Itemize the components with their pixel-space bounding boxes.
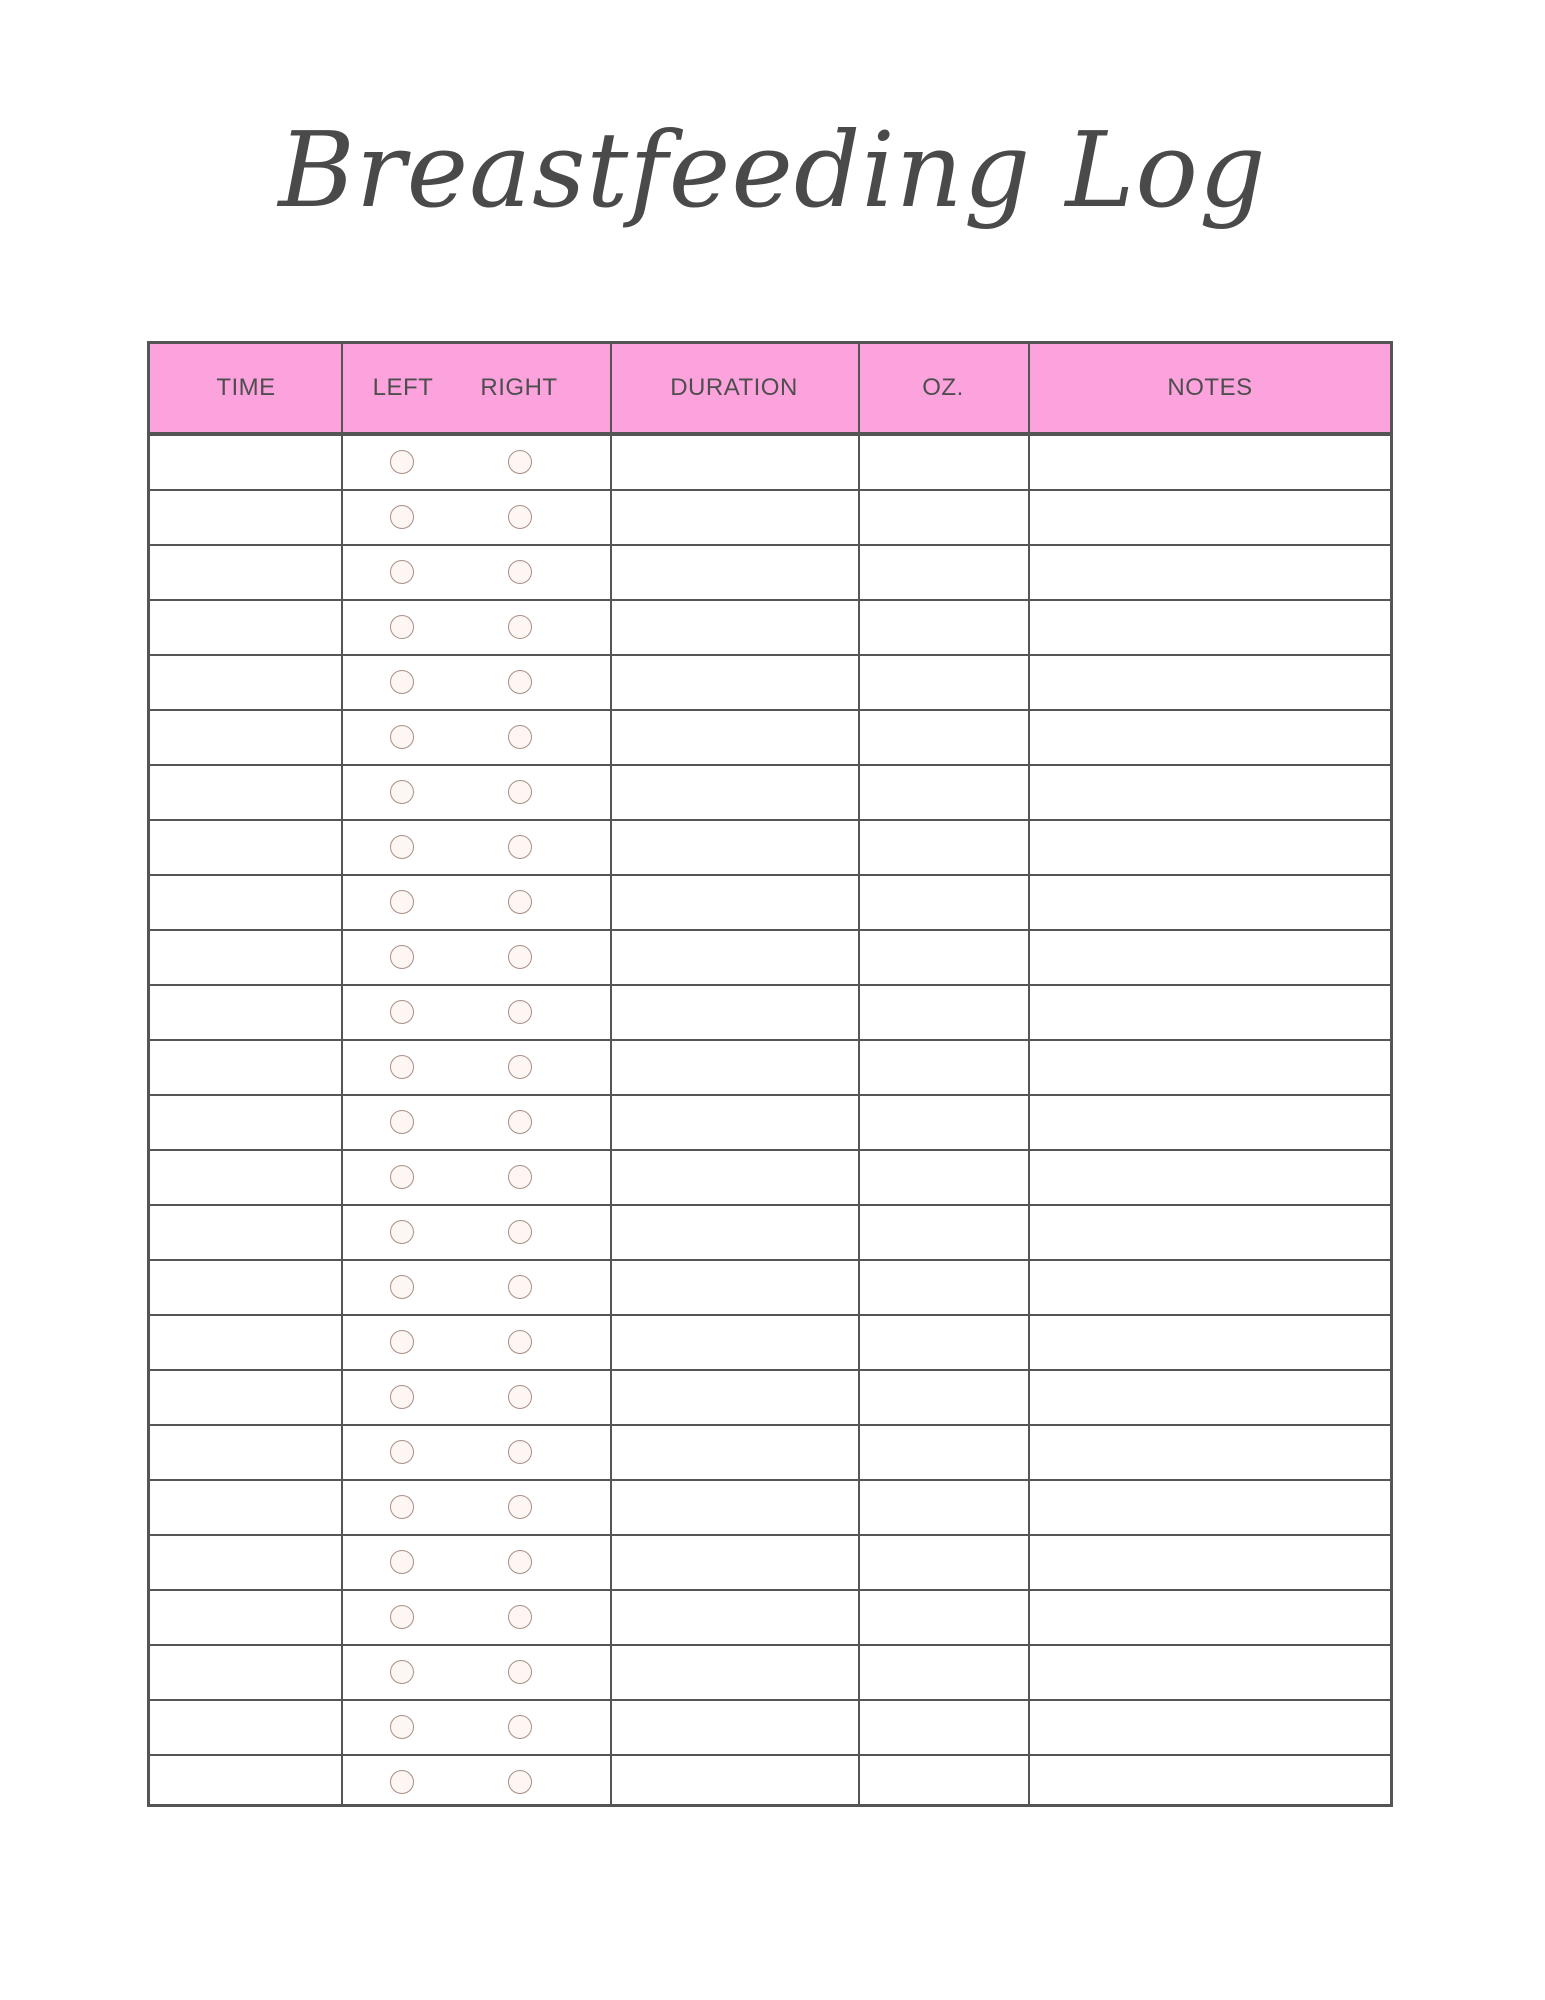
table-row — [150, 656, 1390, 711]
table-header — [150, 344, 1390, 436]
header-time: TIME — [216, 374, 276, 401]
notes-cell[interactable] — [1030, 1371, 1390, 1424]
notes-cell[interactable] — [1030, 931, 1390, 984]
table-row — [150, 1756, 1390, 1811]
notes-cell[interactable] — [1030, 766, 1390, 819]
time-cell[interactable] — [150, 601, 341, 654]
notes-cell[interactable] — [1030, 491, 1390, 544]
oz-cell[interactable] — [860, 876, 1028, 929]
time-cell[interactable] — [150, 1151, 341, 1204]
right-side-radio[interactable] — [508, 1385, 532, 1409]
right-side-radio[interactable] — [508, 1220, 532, 1244]
header-oz: OZ. — [922, 374, 964, 401]
right-side-radio[interactable] — [508, 1110, 532, 1134]
left-side-radio[interactable] — [390, 1715, 414, 1739]
table-row — [150, 546, 1390, 601]
table-row — [150, 821, 1390, 876]
table-row — [150, 1481, 1390, 1536]
notes-cell[interactable] — [1030, 1481, 1390, 1534]
time-cell[interactable] — [150, 1536, 341, 1589]
table-row — [150, 1316, 1390, 1371]
notes-cell[interactable] — [1030, 1151, 1390, 1204]
notes-cell[interactable] — [1030, 601, 1390, 654]
notes-cell[interactable] — [1030, 1756, 1390, 1809]
left-side-radio[interactable] — [390, 450, 414, 474]
duration-cell[interactable] — [612, 436, 858, 489]
notes-cell[interactable] — [1030, 821, 1390, 874]
duration-cell[interactable] — [612, 1151, 858, 1204]
left-side-radio[interactable] — [390, 615, 414, 639]
table-row — [150, 1371, 1390, 1426]
notes-cell[interactable] — [1030, 711, 1390, 764]
oz-cell[interactable] — [860, 1646, 1028, 1699]
header-duration: DURATION — [670, 374, 798, 401]
time-cell[interactable] — [150, 491, 341, 544]
time-cell[interactable] — [150, 876, 341, 929]
notes-cell[interactable] — [1030, 1041, 1390, 1094]
left-side-radio[interactable] — [390, 1385, 414, 1409]
table-row — [150, 766, 1390, 821]
time-cell[interactable] — [150, 656, 341, 709]
oz-cell[interactable] — [860, 1316, 1028, 1369]
left-side-radio[interactable] — [390, 780, 414, 804]
page-title: Breastfeeding Log — [278, 109, 1267, 231]
time-cell[interactable] — [150, 931, 341, 984]
time-cell[interactable] — [150, 1426, 341, 1479]
left-side-radio[interactable] — [390, 1330, 414, 1354]
notes-cell[interactable] — [1030, 876, 1390, 929]
oz-cell[interactable] — [860, 1536, 1028, 1589]
left-side-radio[interactable] — [390, 1000, 414, 1024]
table-row — [150, 1041, 1390, 1096]
right-side-radio[interactable] — [508, 1055, 532, 1079]
table-row — [150, 986, 1390, 1041]
right-side-radio[interactable] — [508, 450, 532, 474]
oz-cell[interactable] — [860, 1371, 1028, 1424]
oz-cell[interactable] — [860, 656, 1028, 709]
notes-cell[interactable] — [1030, 1701, 1390, 1754]
oz-cell[interactable] — [860, 1041, 1028, 1094]
right-side-radio[interactable] — [508, 945, 532, 969]
right-side-radio[interactable] — [508, 725, 532, 749]
right-side-radio[interactable] — [508, 1550, 532, 1574]
oz-cell[interactable] — [860, 821, 1028, 874]
duration-cell[interactable] — [612, 1041, 858, 1094]
duration-cell[interactable] — [612, 931, 858, 984]
time-cell[interactable] — [150, 1096, 341, 1149]
duration-cell[interactable] — [612, 1206, 858, 1259]
duration-cell[interactable] — [612, 1096, 858, 1149]
right-side-radio[interactable] — [508, 1770, 532, 1794]
left-side-radio[interactable] — [390, 1220, 414, 1244]
duration-cell[interactable] — [612, 711, 858, 764]
oz-cell[interactable] — [860, 491, 1028, 544]
duration-cell[interactable] — [612, 821, 858, 874]
time-cell[interactable] — [150, 766, 341, 819]
duration-cell[interactable] — [612, 766, 858, 819]
oz-cell[interactable] — [860, 601, 1028, 654]
duration-cell[interactable] — [612, 491, 858, 544]
time-cell[interactable] — [150, 436, 341, 489]
left-side-radio[interactable] — [390, 1275, 414, 1299]
right-side-radio[interactable] — [508, 560, 532, 584]
left-side-radio[interactable] — [390, 1660, 414, 1684]
right-side-radio[interactable] — [508, 670, 532, 694]
notes-cell[interactable] — [1030, 986, 1390, 1039]
notes-cell[interactable] — [1030, 1536, 1390, 1589]
left-side-radio[interactable] — [390, 670, 414, 694]
right-side-radio[interactable] — [508, 1715, 532, 1739]
oz-cell[interactable] — [860, 436, 1028, 489]
right-side-radio[interactable] — [508, 615, 532, 639]
right-side-radio[interactable] — [508, 835, 532, 859]
duration-cell[interactable] — [612, 1756, 858, 1809]
duration-cell[interactable] — [612, 1316, 858, 1369]
notes-cell[interactable] — [1030, 1206, 1390, 1259]
oz-cell[interactable] — [860, 986, 1028, 1039]
oz-cell[interactable] — [860, 931, 1028, 984]
right-side-radio[interactable] — [508, 505, 532, 529]
oz-cell[interactable] — [860, 766, 1028, 819]
time-cell[interactable] — [150, 1481, 341, 1534]
left-side-radio[interactable] — [390, 560, 414, 584]
table-row — [150, 1646, 1390, 1701]
left-side-radio[interactable] — [390, 1495, 414, 1519]
header-notes: NOTES — [1167, 374, 1253, 401]
duration-cell[interactable] — [612, 1371, 858, 1424]
table-row — [150, 711, 1390, 766]
notes-cell[interactable] — [1030, 546, 1390, 599]
time-cell[interactable] — [150, 1646, 341, 1699]
oz-cell[interactable] — [860, 1096, 1028, 1149]
duration-cell[interactable] — [612, 546, 858, 599]
time-cell[interactable] — [150, 546, 341, 599]
left-side-radio[interactable] — [390, 835, 414, 859]
left-side-radio[interactable] — [390, 890, 414, 914]
right-side-radio[interactable] — [508, 1440, 532, 1464]
time-cell[interactable] — [150, 1206, 341, 1259]
left-side-radio[interactable] — [390, 1550, 414, 1574]
right-side-radio[interactable] — [508, 780, 532, 804]
table-row — [150, 436, 1390, 491]
left-side-radio[interactable] — [390, 1055, 414, 1079]
feeding-log-table — [147, 341, 1393, 1807]
table-row — [150, 931, 1390, 986]
right-side-radio[interactable] — [508, 1275, 532, 1299]
time-cell[interactable] — [150, 711, 341, 764]
right-side-radio[interactable] — [508, 1660, 532, 1684]
duration-cell[interactable] — [612, 1261, 858, 1314]
right-side-radio[interactable] — [508, 1000, 532, 1024]
duration-cell[interactable] — [612, 601, 858, 654]
table-row — [150, 1096, 1390, 1151]
time-cell[interactable] — [150, 1591, 341, 1644]
left-side-radio[interactable] — [390, 1770, 414, 1794]
duration-cell[interactable] — [612, 1481, 858, 1534]
oz-cell[interactable] — [860, 1591, 1028, 1644]
oz-cell[interactable] — [860, 711, 1028, 764]
header-right: RIGHT — [480, 374, 558, 401]
duration-cell[interactable] — [612, 656, 858, 709]
oz-cell[interactable] — [860, 1701, 1028, 1754]
table-row — [150, 1701, 1390, 1756]
oz-cell[interactable] — [860, 1261, 1028, 1314]
right-side-radio[interactable] — [508, 1605, 532, 1629]
left-side-radio[interactable] — [390, 725, 414, 749]
table-row — [150, 491, 1390, 546]
duration-cell[interactable] — [612, 1536, 858, 1589]
notes-cell[interactable] — [1030, 1096, 1390, 1149]
notes-cell[interactable] — [1030, 1426, 1390, 1479]
left-side-radio[interactable] — [390, 1165, 414, 1189]
oz-cell[interactable] — [860, 1756, 1028, 1809]
table-row — [150, 1151, 1390, 1206]
left-side-radio[interactable] — [390, 505, 414, 529]
table-row — [150, 1426, 1390, 1481]
duration-cell[interactable] — [612, 876, 858, 929]
table-row — [150, 876, 1390, 931]
notes-cell[interactable] — [1030, 1261, 1390, 1314]
table-row — [150, 1206, 1390, 1261]
oz-cell[interactable] — [860, 546, 1028, 599]
duration-cell[interactable] — [612, 1591, 858, 1644]
notes-cell[interactable] — [1030, 1316, 1390, 1369]
notes-cell[interactable] — [1030, 1591, 1390, 1644]
oz-cell[interactable] — [860, 1426, 1028, 1479]
oz-cell[interactable] — [860, 1151, 1028, 1204]
table-row — [150, 601, 1390, 656]
oz-cell[interactable] — [860, 1206, 1028, 1259]
right-side-radio[interactable] — [508, 890, 532, 914]
time-cell[interactable] — [150, 1316, 341, 1369]
notes-cell[interactable] — [1030, 436, 1390, 489]
table-row — [150, 1536, 1390, 1591]
time-cell[interactable] — [150, 821, 341, 874]
right-side-radio[interactable] — [508, 1165, 532, 1189]
right-side-radio[interactable] — [508, 1495, 532, 1519]
table-row — [150, 1261, 1390, 1316]
left-side-radio[interactable] — [390, 1605, 414, 1629]
time-cell[interactable] — [150, 1701, 341, 1754]
left-side-radio[interactable] — [390, 1440, 414, 1464]
notes-cell[interactable] — [1030, 1646, 1390, 1699]
header-left: LEFT — [372, 374, 434, 401]
table-row — [150, 1591, 1390, 1646]
time-cell[interactable] — [150, 986, 341, 1039]
duration-cell[interactable] — [612, 986, 858, 1039]
time-cell[interactable] — [150, 1261, 341, 1314]
time-cell[interactable] — [150, 1041, 341, 1094]
duration-cell[interactable] — [612, 1426, 858, 1479]
duration-cell[interactable] — [612, 1701, 858, 1754]
duration-cell[interactable] — [612, 1646, 858, 1699]
right-side-radio[interactable] — [508, 1330, 532, 1354]
left-side-radio[interactable] — [390, 1110, 414, 1134]
left-side-radio[interactable] — [390, 945, 414, 969]
time-cell[interactable] — [150, 1371, 341, 1424]
notes-cell[interactable] — [1030, 656, 1390, 709]
time-cell[interactable] — [150, 1756, 341, 1809]
oz-cell[interactable] — [860, 1481, 1028, 1534]
